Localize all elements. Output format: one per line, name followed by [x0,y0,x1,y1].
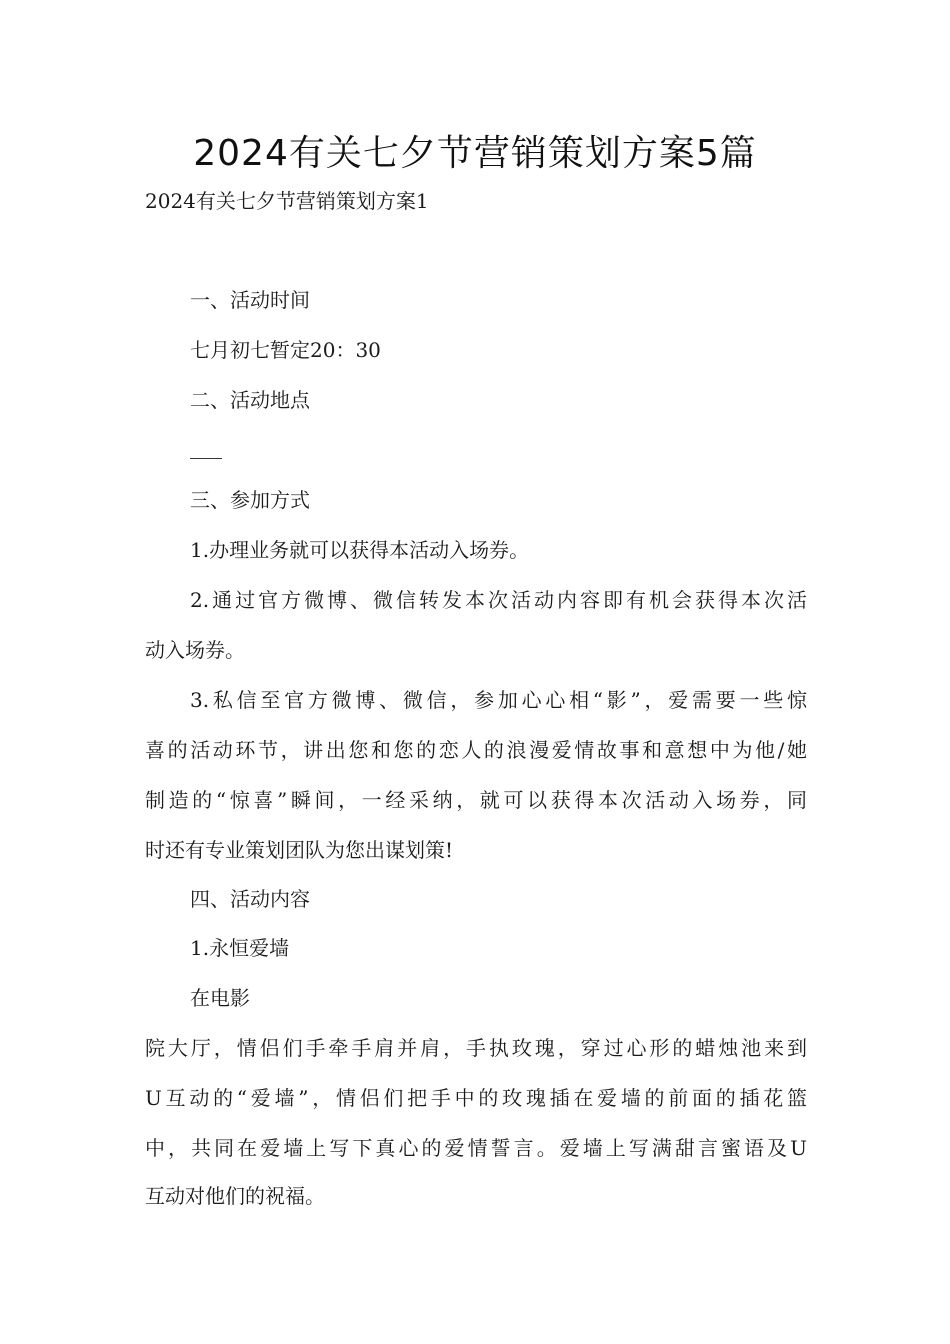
subheading-eternal-love-wall: 1.永恒爱墙 [190,936,290,960]
location-placeholder-line [190,458,222,459]
paragraph-line: 在电影 [190,986,250,1010]
heading-participation: 三、参加方式 [190,488,310,512]
paragraph-line: 喜的活动环节，讲出您和您的恋人的浪漫爱情故事和意想中为他/她 [145,738,807,762]
paragraph-line: 制造的“惊喜”瞬间，一经采纳，就可以获得本次活动入场券，同 [145,788,807,812]
paragraph-line: 院大厅，情侣们手牵手肩并肩，手执玫瑰，穿过心形的蜡烛池来到 [145,1036,807,1060]
paragraph-line: U互动的“爱墙”，情侣们把手中的玫瑰插在爱墙的前面的插花篮 [145,1086,807,1110]
heading-activity-content: 四、活动内容 [190,887,310,911]
paragraph-line: 动入场券。 [145,638,245,662]
paragraph-line: 2.通过官方微博、微信转发本次活动内容即有机会获得本次活 [190,588,807,612]
heading-activity-time: 一、活动时间 [190,288,310,312]
document-title: 2024有关七夕节营销策划方案5篇 [193,133,757,174]
paragraph-line: 3.私信至官方微博、微信，参加心心相“影”，爱需要一些惊 [190,688,807,712]
paragraph-line: 1.办理业务就可以获得本活动入场券。 [190,538,530,562]
paragraph-line: 时还有专业策划团队为您出谋划策! [145,838,454,862]
heading-activity-location: 二、活动地点 [190,388,310,412]
activity-time-value: 七月初七暂定20：30 [190,338,381,362]
paragraph-line: 互动对他们的祝福。 [145,1184,325,1208]
section-subtitle: 2024有关七夕节营销策划方案1 [145,189,429,213]
paragraph-line: 中，共同在爱墙上写下真心的爱情誓言。爱墙上写满甜言蜜语及U [145,1136,807,1160]
